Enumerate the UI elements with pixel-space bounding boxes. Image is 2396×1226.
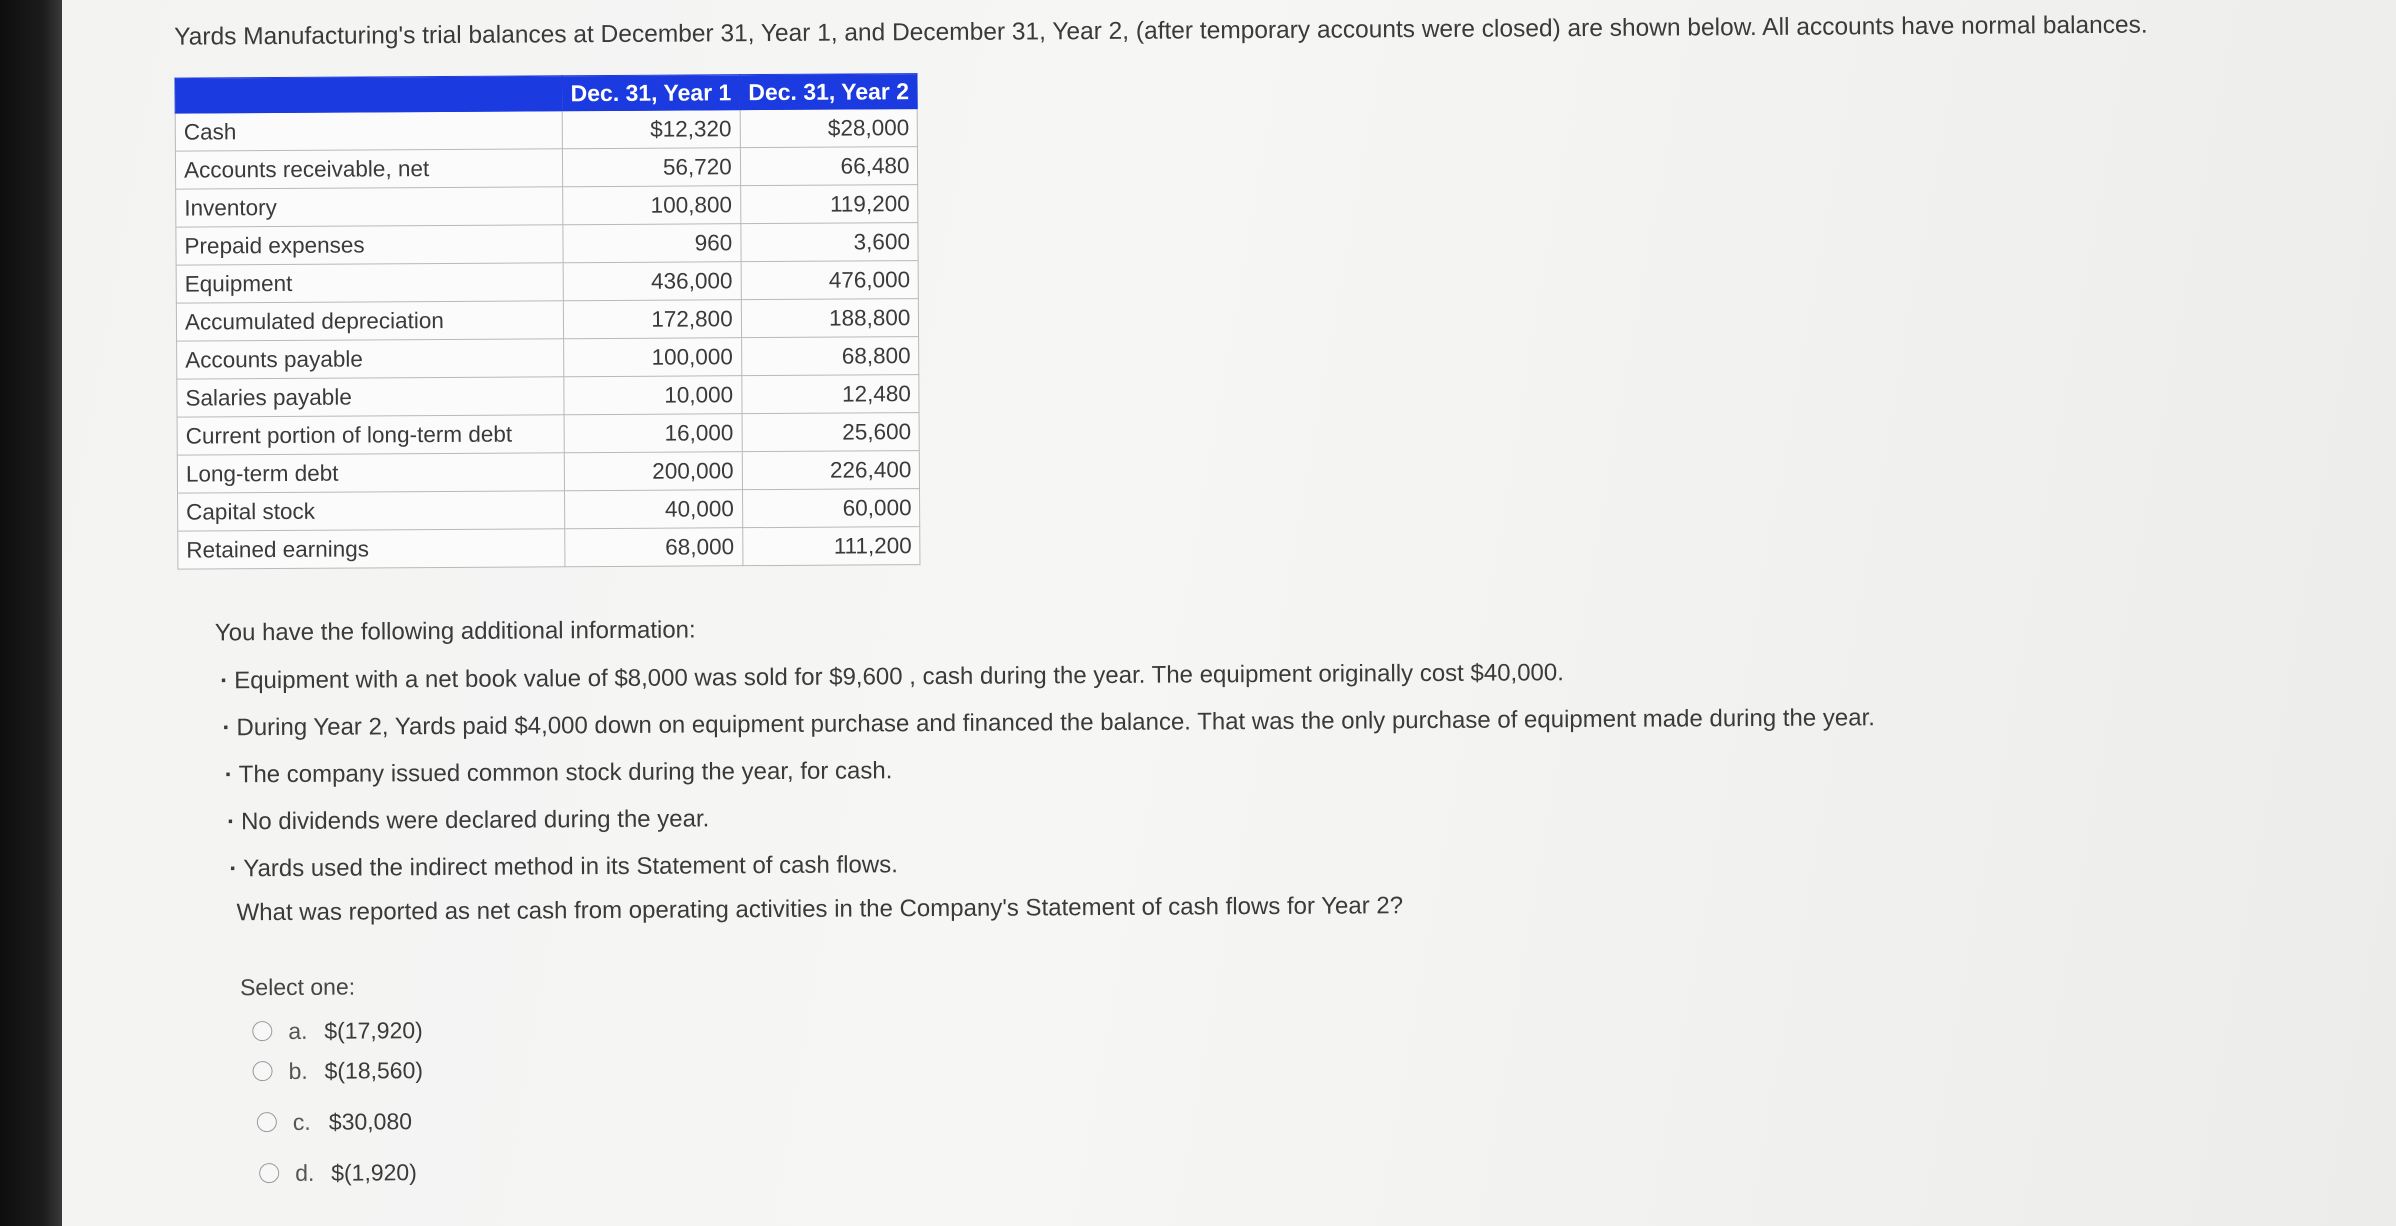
bullet-text: Equipment with a net book value of $8,000 was sold for $9,600 , cash during the year. The equipment originally cost $40,000. — [234, 659, 1564, 695]
table-row — [177, 413, 920, 456]
question-text: What was reported as net cash from operating activities in the Company's Statement of cash flows for Year 2? — [236, 892, 1404, 927]
account-name: Long-term debt — [177, 453, 564, 493]
answer-options — [252, 1010, 424, 1193]
year1-value: 436,000 — [563, 262, 741, 301]
bullet-icon: · — [226, 808, 236, 836]
additional-info-title: You have the following additional information: — [214, 616, 696, 647]
table-header-year1: Dec. 31, Year 1 — [562, 75, 740, 111]
account-name: Retained earnings — [178, 529, 565, 569]
year2-value: 476,000 — [741, 261, 919, 300]
radio-button-d[interactable] — [259, 1163, 279, 1183]
table-row — [176, 223, 919, 266]
year2-value: 60,000 — [742, 489, 920, 528]
bullet-icon: · — [220, 667, 229, 695]
year1-value: 68,000 — [565, 528, 743, 567]
year1-value: 40,000 — [565, 490, 743, 529]
option-letter: d. — [295, 1159, 315, 1186]
account-name: Capital stock — [178, 491, 565, 531]
bullet-text: The company issued common stock during the year, for cash. — [238, 757, 893, 789]
bullet-text: Yards used the indirect method in its Statement of cash flows. — [243, 851, 898, 883]
option-letter: a. — [288, 1017, 308, 1044]
year1-value: $12,320 — [562, 110, 740, 149]
account-name: Current portion of long-term debt — [177, 415, 564, 455]
year2-value: 3,600 — [741, 223, 919, 262]
bullet-icon: · — [229, 855, 238, 883]
year2-value: 66,480 — [740, 147, 918, 186]
year1-value: 56,720 — [562, 148, 740, 187]
table-header-year2: Dec. 31, Year 2 — [740, 74, 918, 110]
option-text[interactable]: $(1,920) — [331, 1158, 417, 1186]
year1-value: 100,800 — [563, 186, 741, 225]
trial-balance-table — [174, 73, 920, 570]
account-name: Inventory — [176, 187, 563, 227]
account-name: Prepaid expenses — [176, 225, 563, 265]
option-letter: c. — [292, 1108, 311, 1135]
year2-value: 226,400 — [742, 451, 920, 490]
question-page — [116, 0, 2396, 1226]
year2-value: 68,800 — [741, 337, 919, 376]
additional-info-list — [220, 653, 1876, 898]
account-name: Cash — [175, 111, 562, 151]
year1-value: 172,800 — [563, 300, 741, 339]
table-row — [176, 261, 919, 304]
table-row — [178, 527, 921, 570]
year1-value: 960 — [563, 224, 741, 263]
table-row — [177, 337, 920, 380]
account-name: Accounts receivable, net — [175, 149, 562, 189]
account-name: Salaries payable — [177, 377, 564, 417]
bullet-icon: · — [222, 714, 231, 742]
option-text[interactable]: $30,080 — [328, 1107, 413, 1135]
table-header-account — [175, 76, 562, 113]
table-header-row — [175, 74, 918, 114]
year2-value: 119,200 — [740, 185, 918, 224]
year2-value: 25,600 — [742, 413, 920, 452]
table-row — [176, 185, 919, 228]
select-one-label: Select one: — [239, 973, 356, 1001]
bullet-text: During Year 2, Yards paid $4,000 down on equipment purchase and financed the balance. That was the only purchase of equipment made during the year. — [236, 704, 1875, 742]
radio-button-b[interactable] — [252, 1061, 272, 1081]
option-text[interactable]: $(18,560) — [324, 1056, 424, 1084]
table-row — [178, 489, 921, 532]
year1-value: 200,000 — [564, 452, 742, 491]
radio-button-c[interactable] — [257, 1112, 277, 1132]
monitor-bezel — [0, 0, 62, 1226]
year1-value: 100,000 — [564, 338, 742, 377]
radio-button-a[interactable] — [252, 1021, 272, 1041]
option-d[interactable] — [253, 1152, 424, 1193]
account-name: Accumulated depreciation — [176, 301, 563, 341]
year2-value: 12,480 — [742, 375, 920, 414]
table-row — [176, 299, 919, 342]
bullet-icon: · — [224, 761, 233, 789]
table-row — [175, 109, 918, 152]
option-b[interactable] — [252, 1050, 423, 1091]
table-row — [175, 147, 918, 190]
option-c[interactable] — [253, 1101, 424, 1142]
screen — [62, 0, 2396, 1226]
table-row — [177, 375, 920, 418]
option-a[interactable] — [252, 1010, 423, 1051]
bullet-text: No dividends were declared during the year. — [240, 805, 710, 836]
year2-value: 188,800 — [741, 299, 919, 338]
account-name: Equipment — [176, 263, 563, 303]
year2-value: $28,000 — [740, 109, 918, 148]
intro-text: Yards Manufacturing's trial balances at December 31, Year 1, and December 31, Year 2, (after temporary accounts were closed) are shown below. All accounts have normal balances. — [174, 11, 2148, 51]
list-item — [221, 841, 1876, 898]
option-text[interactable]: $(17,920) — [324, 1016, 423, 1044]
account-name: Accounts payable — [177, 339, 564, 379]
year2-value: 111,200 — [742, 527, 920, 566]
year1-value: 10,000 — [564, 376, 742, 415]
table-row — [177, 451, 920, 494]
year1-value: 16,000 — [564, 414, 742, 453]
option-letter: b. — [288, 1057, 308, 1084]
